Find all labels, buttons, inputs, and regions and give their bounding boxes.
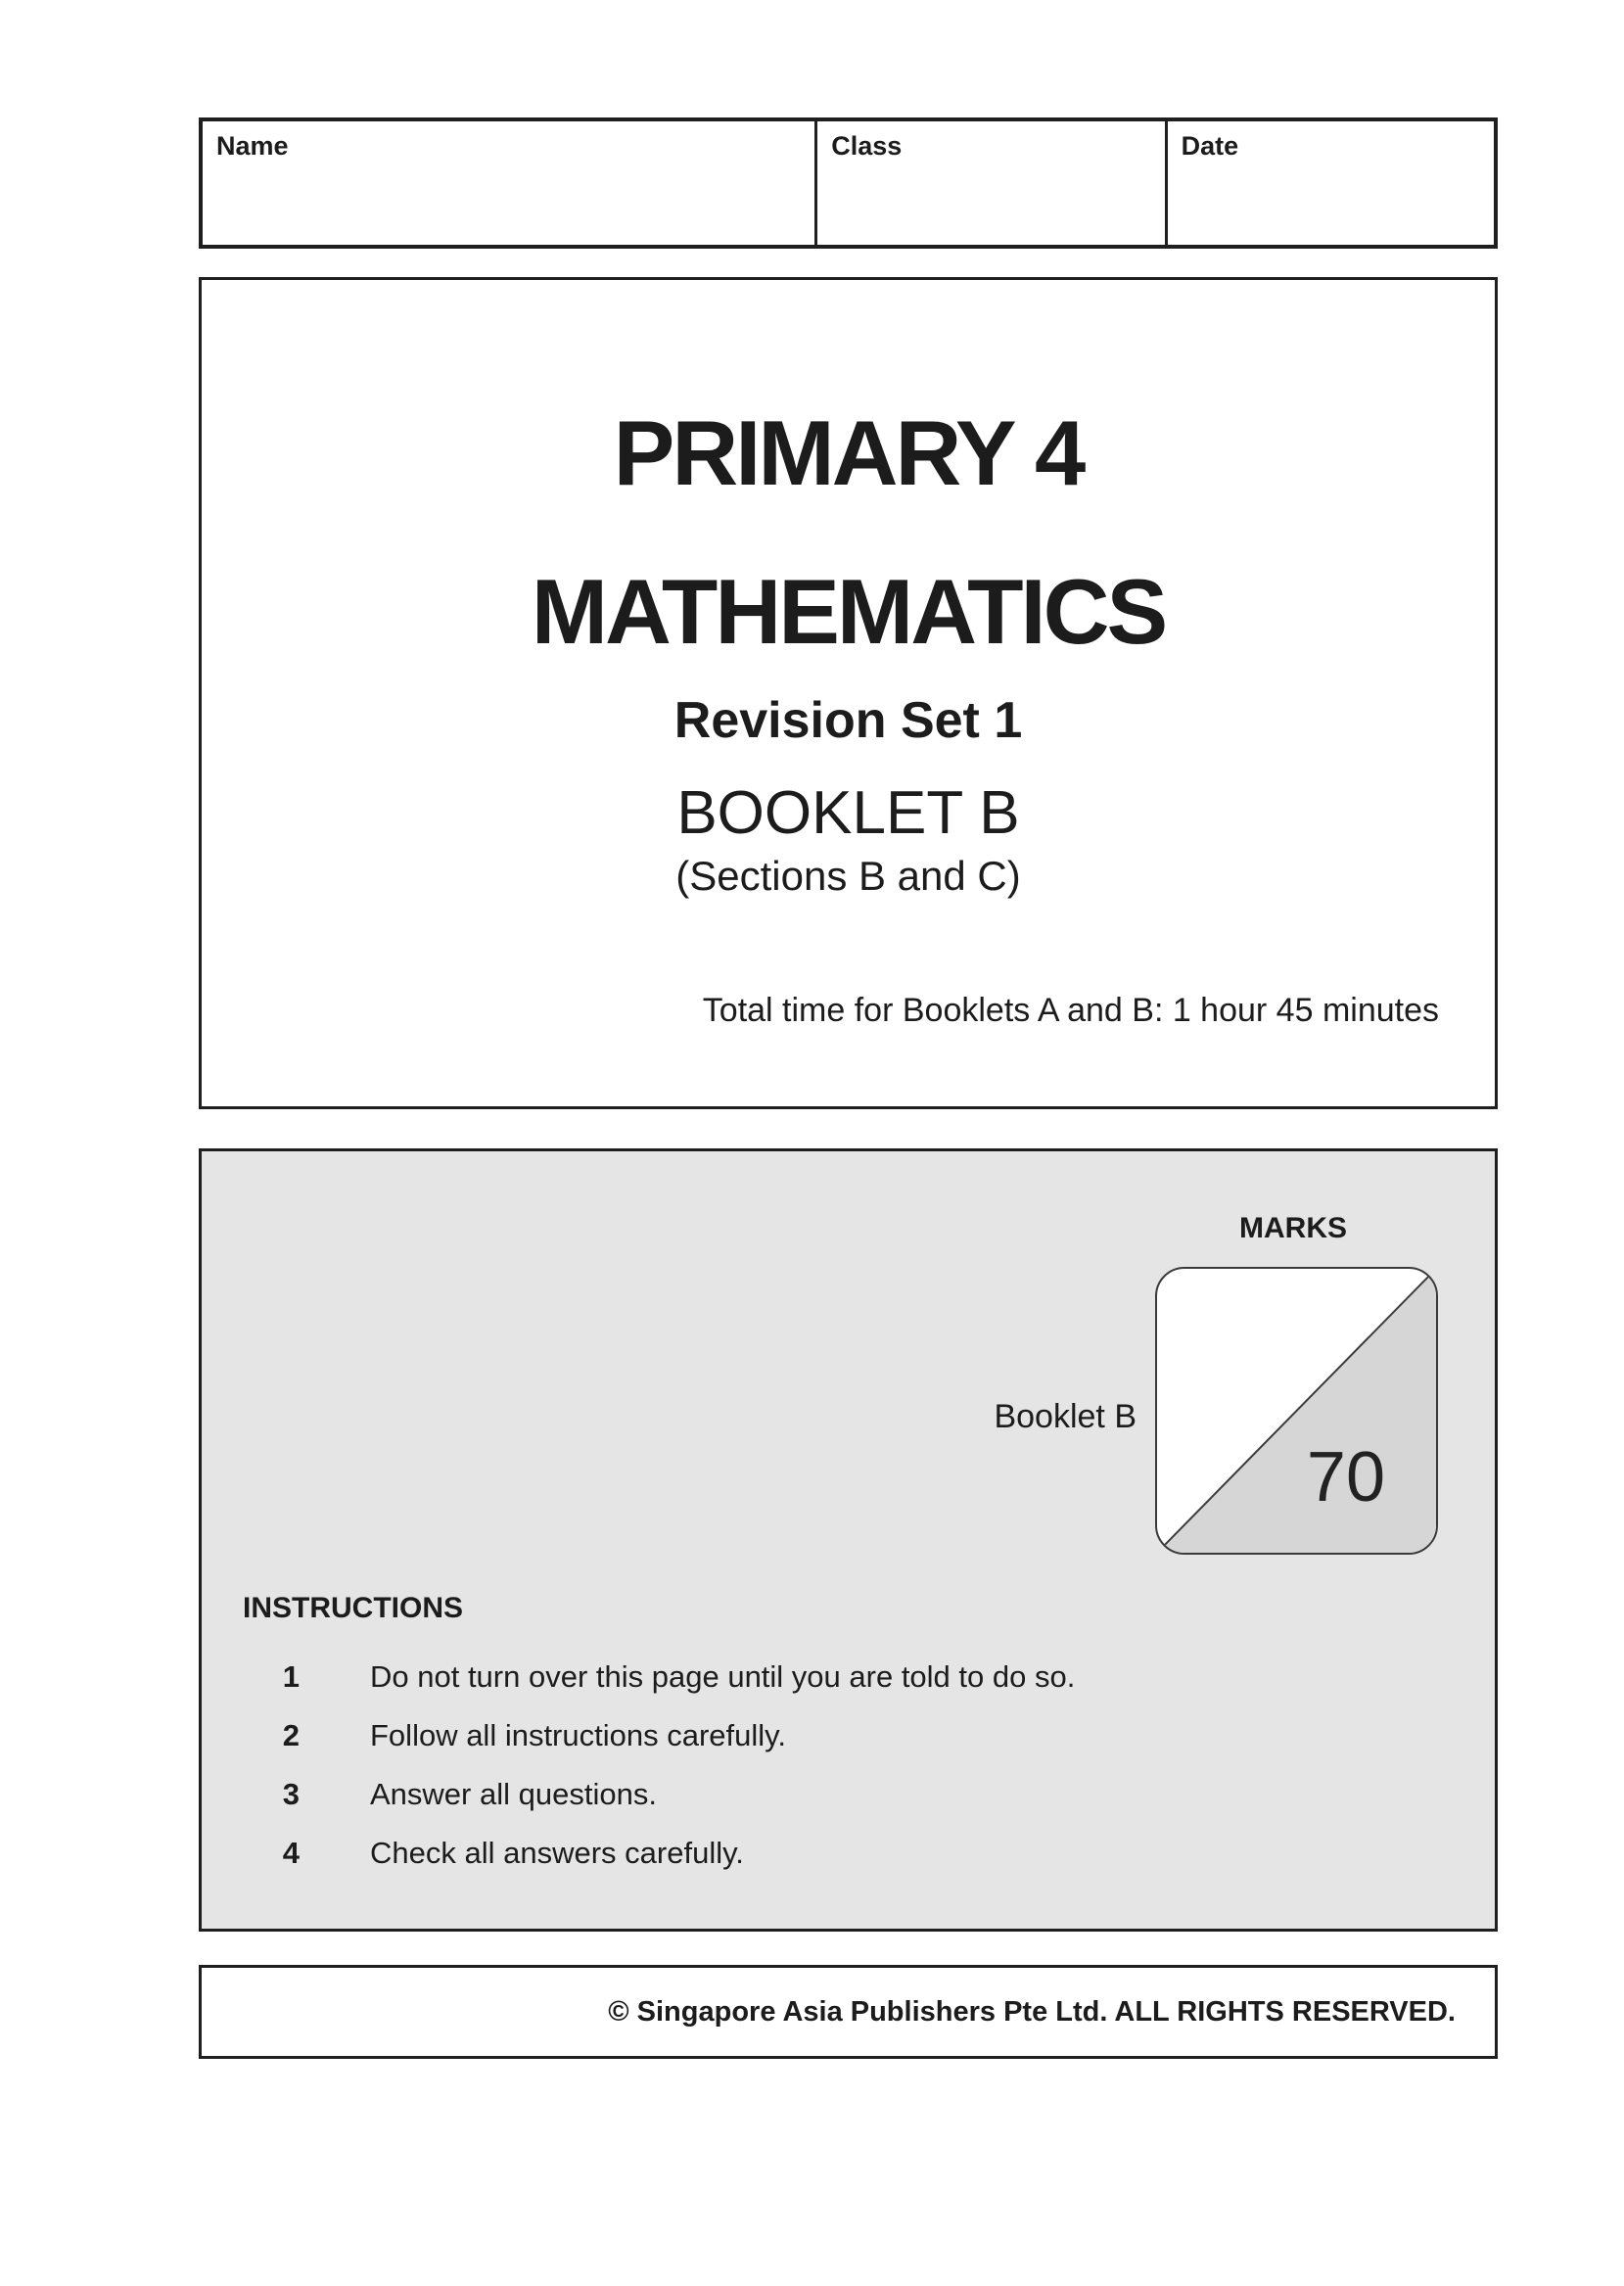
instruction-number: 4 [282, 1836, 300, 1870]
marks-diagonal-graphic [1157, 1269, 1436, 1553]
instruction-item [202, 1660, 1495, 1694]
total-time-note: Total time for Booklets A and B: 1 hour 45 minutes [702, 991, 1439, 1029]
booklet-heading: BOOKLET B [676, 778, 1020, 847]
footer-bar [199, 1965, 1498, 2059]
instruction-item [202, 1778, 1495, 1811]
class-field [814, 121, 1164, 245]
instruction-text: Follow all instructions carefully. [370, 1718, 786, 1752]
instruction-number: 1 [282, 1659, 300, 1694]
name-field [203, 121, 814, 245]
exam-title-line1: PRIMARY 4 [613, 401, 1084, 504]
marks-score-box [1155, 1267, 1438, 1555]
marks-instructions-panel [199, 1148, 1498, 1932]
date-label: Date [1181, 131, 1239, 161]
name-label: Name [216, 131, 289, 161]
exam-title [202, 374, 1495, 690]
revision-set-subtitle: Revision Set 1 [673, 692, 1023, 750]
booklet-b-label: Booklet B [994, 1398, 1137, 1435]
instruction-item [202, 1719, 1495, 1752]
instruction-text: Do not turn over this page until you are told to do so. [370, 1659, 1076, 1694]
instructions-heading: INSTRUCTIONS [243, 1592, 463, 1624]
total-marks-value: 70 [1306, 1438, 1385, 1516]
instruction-item [202, 1837, 1495, 1870]
copyright-text: © Singapore Asia Publishers Pte Ltd. ALL RIGHTS RESERVED. [608, 1995, 1456, 2028]
instructions-list [202, 1660, 1495, 1895]
marks-label: MARKS [1239, 1212, 1347, 1244]
instruction-number: 2 [282, 1718, 300, 1752]
class-label: Class [831, 131, 903, 161]
instruction-number: 3 [282, 1777, 300, 1811]
title-box [199, 277, 1498, 1109]
sections-subheading: (Sections B and C) [675, 853, 1021, 900]
student-info-table [199, 117, 1498, 249]
exam-title-line2: MATHEMATICS [531, 559, 1166, 663]
date-field [1165, 121, 1494, 245]
instruction-text: Check all answers carefully. [370, 1836, 744, 1870]
instruction-text: Answer all questions. [370, 1777, 657, 1811]
